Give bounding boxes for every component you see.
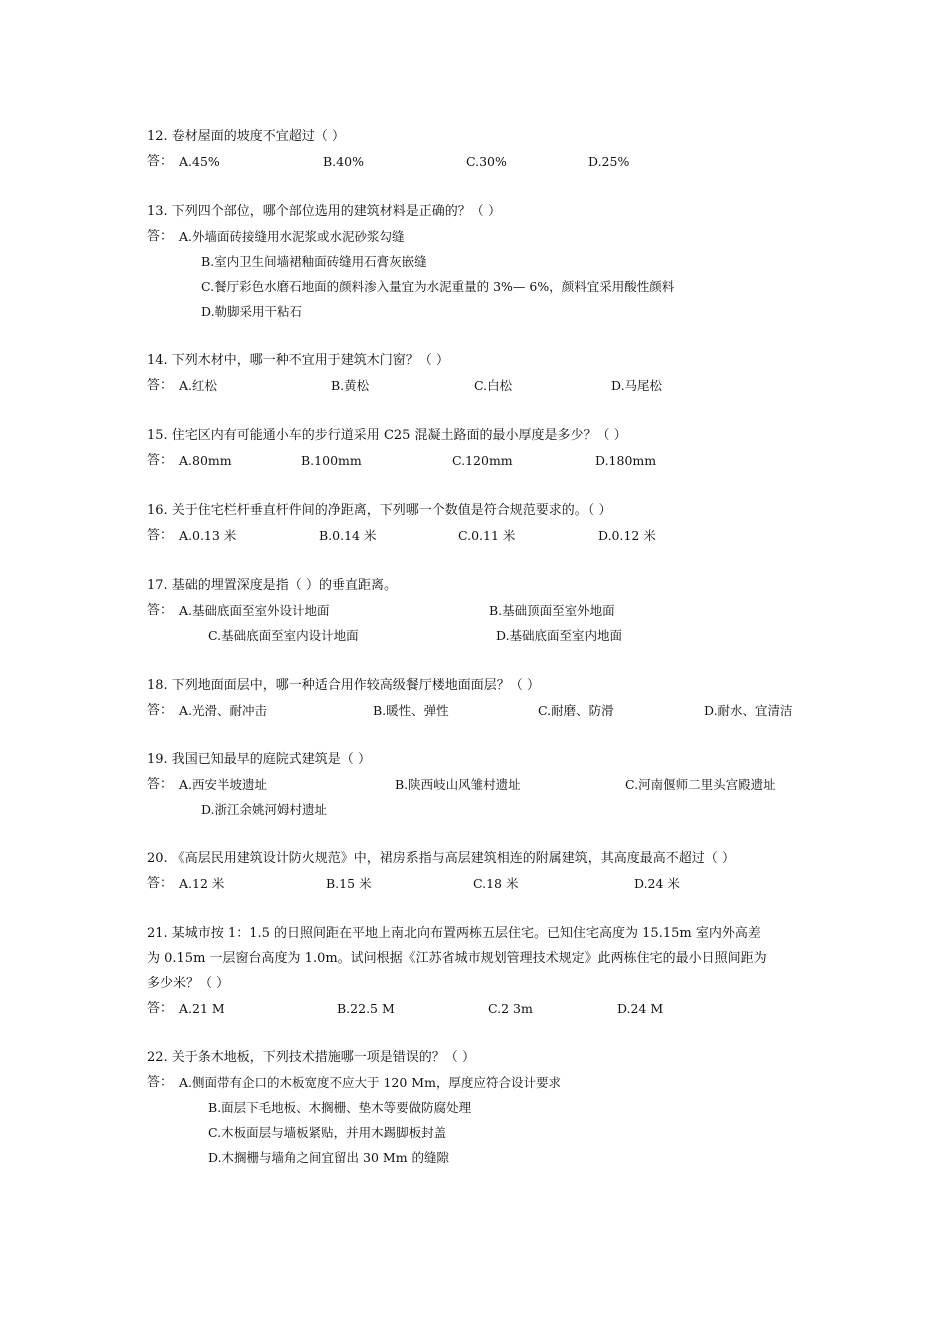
question-20: 20. 《高层民用建筑设计防火规范》中，裙房系指与高层建筑相连的附属建筑，其高度最高不超过（ ） <box>147 851 735 866</box>
q19-option-c: C.河南偃师二里头宫殿遗址 <box>625 777 776 792</box>
q13-option-d: D.勒脚采用干粘石 <box>201 304 303 319</box>
question-13: 13. 下列四个部位，哪个部位选用的建筑材料是正确的？（ ） <box>147 204 501 219</box>
q19-option-d: D.浙江余姚河姆村遗址 <box>201 802 328 817</box>
question-21-line-1: 21. 某城市按 1：1.5 的日照间距在平地上南北向布置两栋五层住宅。已知住宅高度为 15.15m 室内外高差 <box>147 926 761 941</box>
answer-label: 答： <box>147 528 174 543</box>
q22-option-b: B.面层下毛地板、木搁栅、垫木等要做防腐处理 <box>208 1100 472 1115</box>
q20-option-b: B.15 米 <box>326 876 372 891</box>
q19-option-b: B.陕西岐山风雏村遗址 <box>395 777 521 792</box>
q20-option-d: D.24 米 <box>634 876 680 891</box>
q13-option-b: B.室内卫生间墙裙釉面砖缝用石膏灰嵌缝 <box>201 254 427 269</box>
q14-option-b: B.黄松 <box>331 378 370 393</box>
q18-option-a: A.光滑、耐冲击 <box>179 703 268 718</box>
question-18: 18. 下列地面面层中，哪一种适合用作较高级餐厅楼地面面层？（ ） <box>147 678 540 693</box>
q20-option-a: A.12 米 <box>179 876 225 891</box>
q17-option-a: A.基础底面至室外设计地面 <box>179 603 330 618</box>
answer-label: 答： <box>147 378 174 393</box>
q15-option-a: A.80mm <box>179 453 232 468</box>
question-21-line-2: 为 0.15m 一层窗台高度为 1.0m。试问根据《江苏省城市规划管理技术规定》此两栋住宅的最小日照间距为 <box>147 951 767 966</box>
answer-label: 答： <box>147 1001 174 1016</box>
q15-option-d: D.180mm <box>595 453 657 468</box>
q22-option-d: D.木搁栅与墙角之间宜留出 30 Mm 的缝隙 <box>208 1150 450 1165</box>
q17-option-b: B.基础顶面至室外地面 <box>489 603 615 618</box>
q21-option-b: B.22.5 M <box>337 1001 395 1016</box>
q12-option-a: A.45% <box>179 154 220 169</box>
q14-option-c: C.白松 <box>474 378 513 393</box>
q12-option-b: B.40% <box>323 154 364 169</box>
question-17: 17. 基础的埋置深度是指（ ）的垂直距离。 <box>147 578 397 593</box>
q16-option-a: A.0.13 米 <box>179 528 237 543</box>
q17-option-c: C.基础底面至室内设计地面 <box>208 628 359 643</box>
q16-option-b: B.0.14 米 <box>319 528 377 543</box>
answer-label: 答： <box>147 154 174 169</box>
q21-option-c: C.2 3m <box>488 1001 533 1016</box>
answer-label: 答： <box>147 453 174 468</box>
question-21-line-3: 多少米？（ ） <box>147 976 230 991</box>
q22-option-c: C.木板面层与墙板紧贴，并用木踢脚板封盖 <box>208 1125 447 1140</box>
q18-option-d: D.耐水、宜清洁 <box>704 703 793 718</box>
q18-option-b: B.暖性、弹性 <box>373 703 449 718</box>
question-16: 16. 关于住宅栏杆垂直杆件间的净距离，下列哪一个数值是符合规范要求的。（ ） <box>147 503 612 518</box>
q13-option-a: A.外墙面砖接缝用水泥浆或水泥砂浆勾缝 <box>179 229 405 244</box>
q15-option-b: B.100mm <box>301 453 362 468</box>
q21-option-a: A.21 M <box>179 1001 225 1016</box>
q14-option-a: A.红松 <box>179 378 218 393</box>
q16-option-d: D.0.12 米 <box>598 528 656 543</box>
q22-option-a: A.侧面带有企口的木板宽度不应大于 120 Mm，厚度应符合设计要求 <box>179 1075 561 1090</box>
q14-option-d: D.马尾松 <box>611 378 663 393</box>
q20-option-c: C.18 米 <box>473 876 519 891</box>
q16-option-c: C.0.11 米 <box>458 528 516 543</box>
question-19: 19. 我国已知最早的庭院式建筑是（ ） <box>147 752 371 767</box>
answer-label: 答： <box>147 229 174 244</box>
question-15: 15. 住宅区内有可能通小车的步行道采用 C25 混凝土路面的最小厚度是多少？（ ） <box>147 428 627 443</box>
answer-label: 答： <box>147 703 174 718</box>
q12-option-d: D.25% <box>588 154 630 169</box>
question-12: 12. 卷材屋面的坡度不宜超过（ ） <box>147 129 345 144</box>
q18-option-c: C.耐磨、防滑 <box>538 703 614 718</box>
question-22: 22. 关于条木地板，下列技术措施哪一项是错误的？（ ） <box>147 1050 475 1065</box>
answer-label: 答： <box>147 876 174 891</box>
question-14: 14. 下列木材中，哪一种不宜用于建筑木门窗？（ ） <box>147 353 449 368</box>
q13-option-c: C.餐厅彩色水磨石地面的颜料渗入量宜为水泥重量的 3%— 6%，颜料宜采用酸性颜料 <box>201 279 675 294</box>
q19-option-a: A.西安半坡遗址 <box>179 777 268 792</box>
answer-label: 答： <box>147 777 174 792</box>
q12-option-c: C.30% <box>466 154 507 169</box>
q15-option-c: C.120mm <box>452 453 513 468</box>
q21-option-d: D.24 M <box>617 1001 664 1016</box>
answer-label: 答： <box>147 1075 174 1090</box>
q17-option-d: D.基础底面至室内地面 <box>496 628 623 643</box>
answer-label: 答： <box>147 603 174 618</box>
